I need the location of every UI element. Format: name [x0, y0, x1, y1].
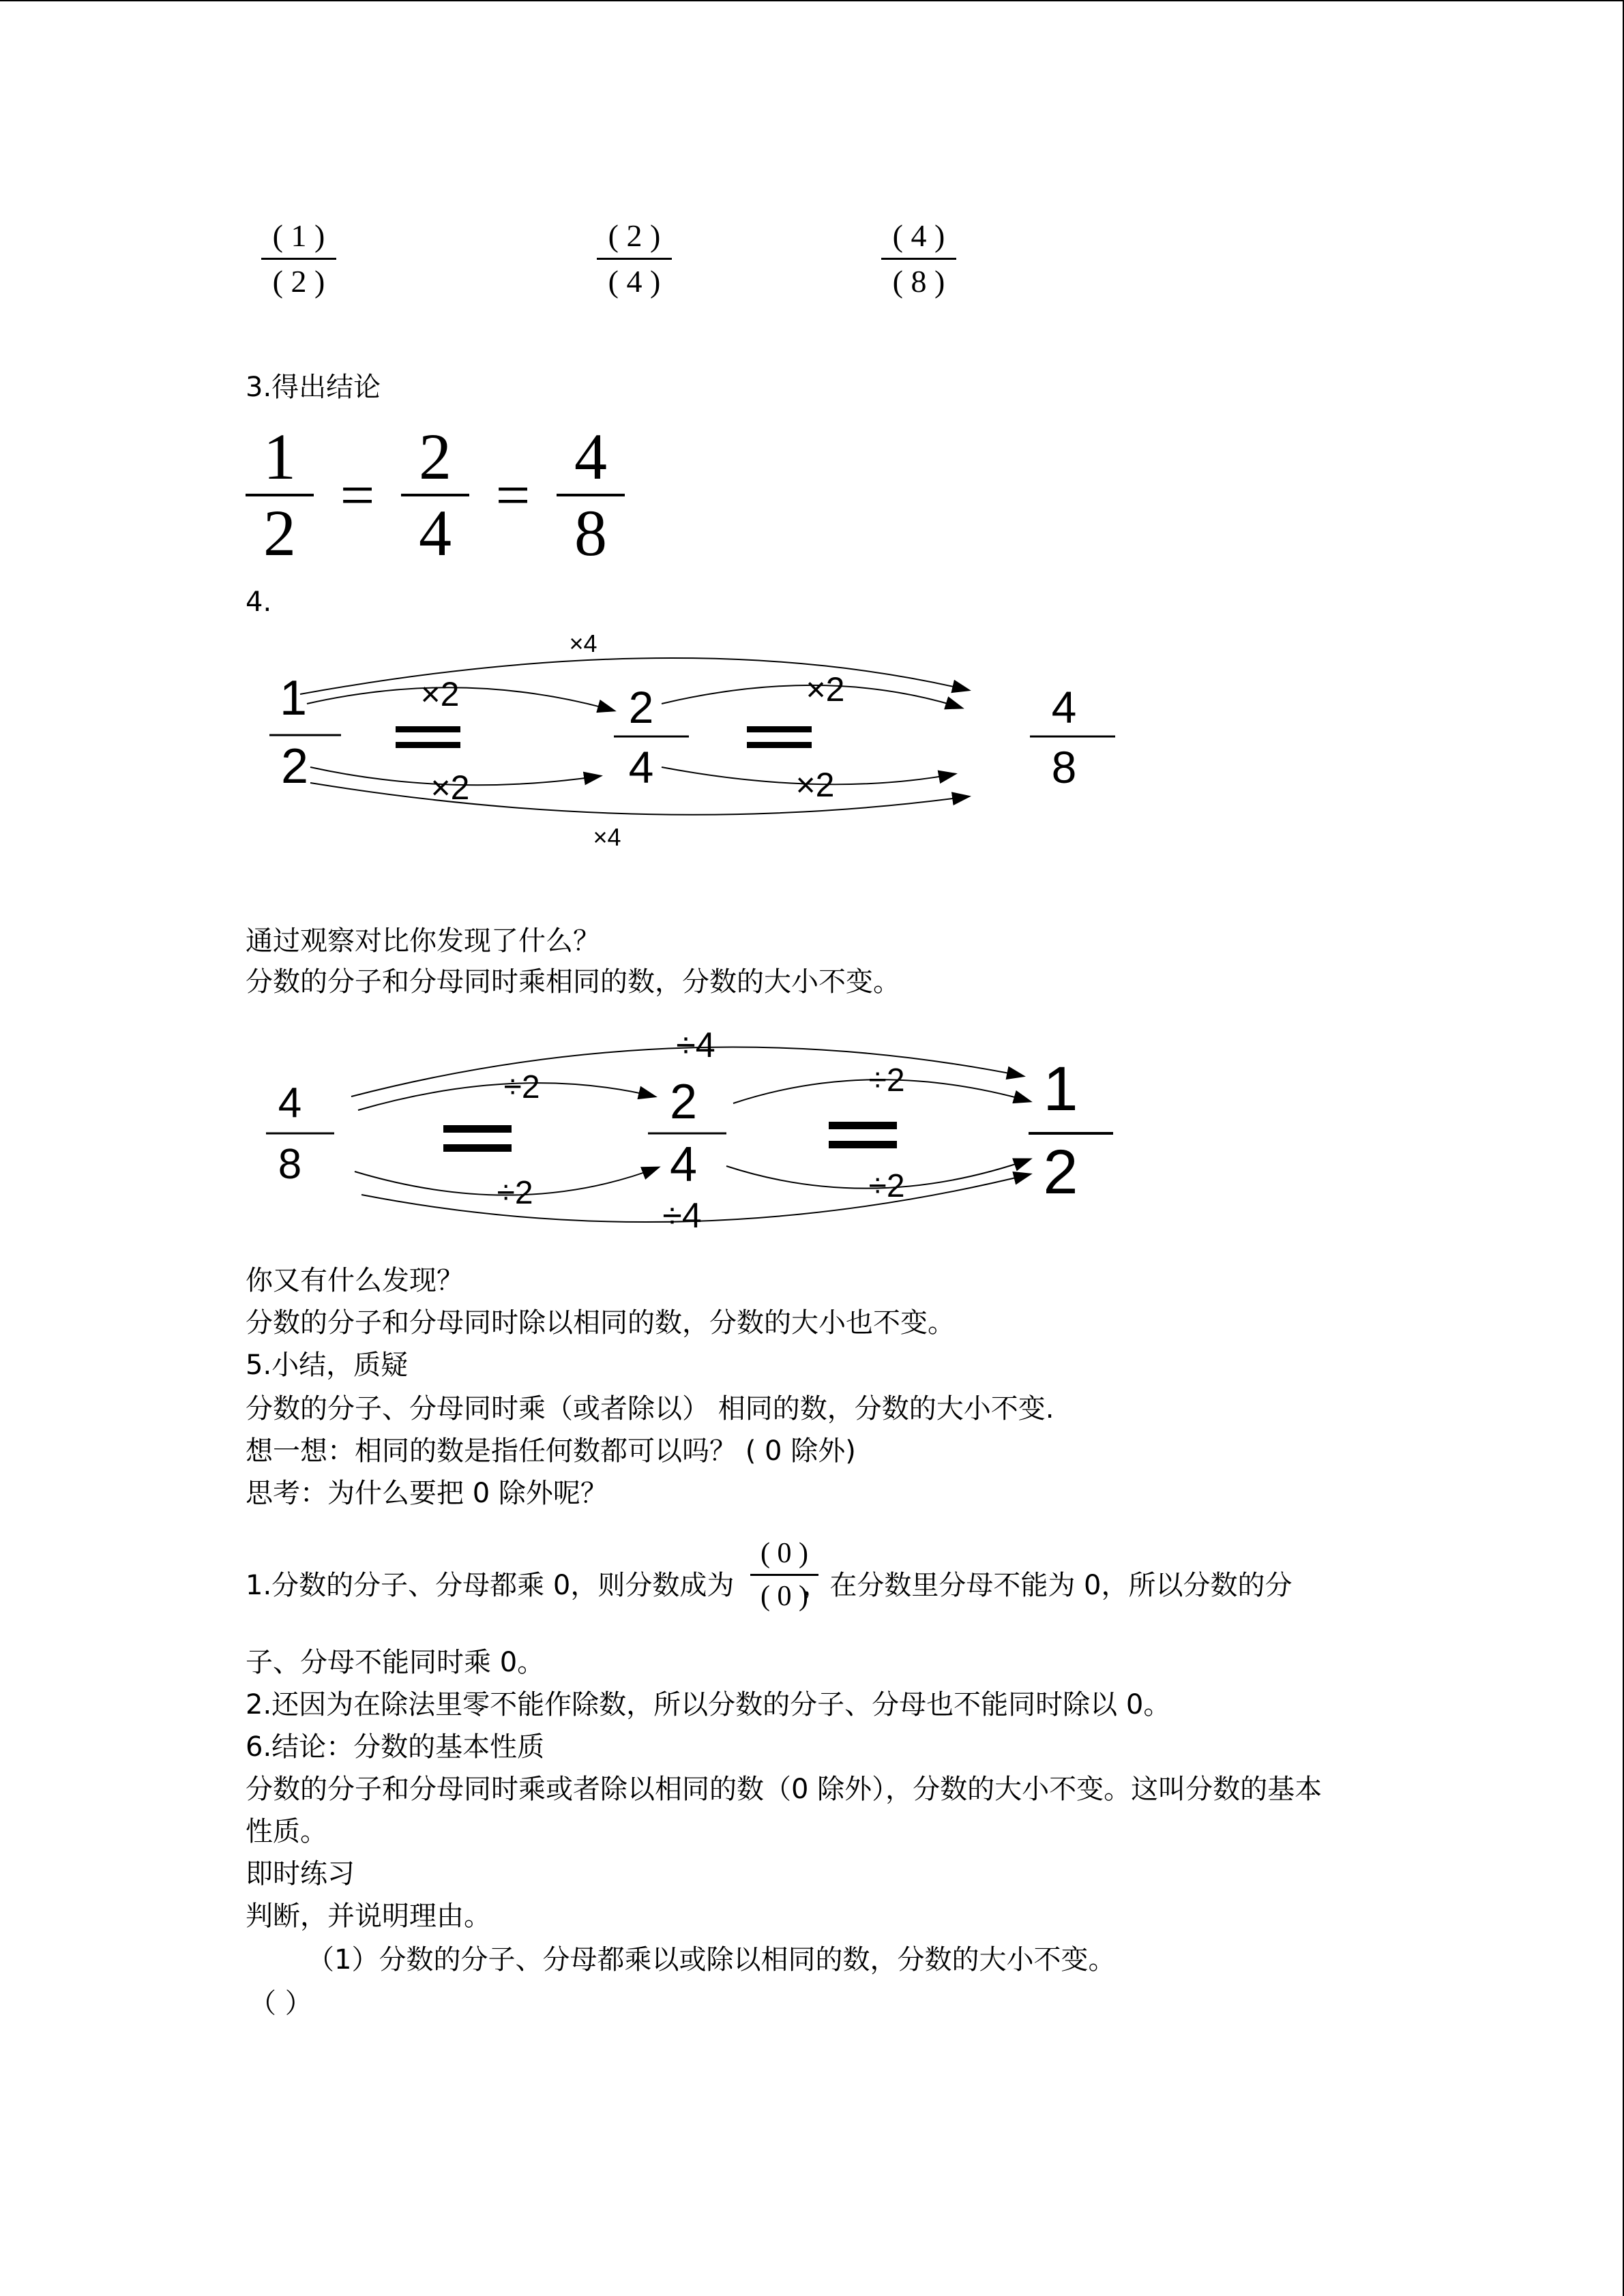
- mult-equals-1b: [396, 742, 460, 748]
- div-frac-3-den: 2: [1043, 1137, 1078, 1207]
- mult-frac-1-num: 1: [279, 671, 308, 726]
- label-d2-bot-b: ÷2: [868, 1168, 905, 1204]
- fraction-denominator: ( 0 ): [761, 1581, 808, 1612]
- answer-1: 分数的分子和分母同时乘相同的数，分数的大小不变。: [246, 966, 900, 998]
- step5-line-1: 分数的分子、分母同时乘（或者除以） 相同的数，分数的大小不变.: [246, 1393, 1054, 1425]
- fraction-bar: [597, 258, 672, 260]
- label-x4-bot: ×4: [593, 823, 621, 851]
- top-fraction-3: [881, 215, 956, 302]
- mult-frac-3-num: 4: [1051, 682, 1077, 732]
- mult-frac-2-den: 4: [628, 742, 654, 792]
- div-frac-1-den: 8: [278, 1141, 302, 1188]
- div-equals-2: [829, 1122, 897, 1129]
- div-frac-1-num: 4: [278, 1079, 302, 1127]
- label-x4-top: ×4: [569, 629, 597, 657]
- label-x2-top-a: ×2: [420, 675, 460, 713]
- reason-1-after: ，在分数里分母不能为 0，所以分数的分: [802, 1570, 1293, 1601]
- answer-2: 分数的分子和分母同时除以相同的数，分数的大小也不变。: [246, 1307, 955, 1339]
- reason-1-fraction: [750, 1534, 818, 1615]
- fraction-denominator: ( 4 ): [608, 264, 661, 299]
- fraction-bar: [261, 258, 336, 260]
- fraction-numerator: 2: [419, 420, 452, 493]
- multiply-diagram: [246, 627, 1146, 873]
- top-fraction-1: [261, 215, 336, 302]
- fraction-bar: [881, 258, 956, 260]
- step3-title: 3.得出结论: [246, 372, 381, 403]
- question-1: 通过观察对比你发现了什么？: [246, 925, 600, 957]
- label-d2-top-b: ÷2: [868, 1062, 905, 1099]
- reason-1-continued: 子、分母不能同时乘 0。: [246, 1647, 545, 1678]
- step5-line-2: 想一想：相同的数是指任何数都可以吗？ ( 0 除外): [246, 1435, 856, 1467]
- fraction-numerator: ( 1 ): [272, 218, 325, 253]
- step5-title: 5.小结，质疑: [246, 1350, 409, 1381]
- step4-label: 4.: [246, 586, 272, 618]
- top-fraction-2: [597, 215, 672, 302]
- arrow-top-x2-a: [307, 687, 614, 711]
- label-x2-bot-a: ×2: [430, 769, 470, 807]
- fraction-denominator: ( 8 ): [892, 264, 945, 299]
- reason-2: 2.还因为在除法里零不能作除数，所以分数的分子、分母也不能同时除以 0。: [246, 1689, 1171, 1720]
- fraction-denominator: ( 2 ): [272, 264, 325, 299]
- step6-line-2: 性质。: [246, 1816, 327, 1847]
- fraction-numerator: 4: [574, 420, 607, 493]
- equals-sign: =: [340, 461, 375, 529]
- div-equals-1: [443, 1125, 512, 1133]
- mult-equals-2b: [747, 742, 812, 748]
- equals-sign: =: [495, 461, 531, 529]
- mult-frac-1-den: 2: [280, 739, 309, 794]
- div-equals-2b: [829, 1141, 897, 1148]
- div-frac-2-den: 4: [669, 1137, 698, 1192]
- fraction-denominator: 8: [574, 496, 607, 569]
- mult-equals-2: [747, 726, 812, 732]
- step6-line-1: 分数的分子和分母同时乘或者除以相同的数（0 除外），分数的大小不变。这叫分数的基本: [246, 1774, 1323, 1805]
- label-d4-top: ÷4: [676, 1026, 715, 1065]
- mult-equals-1: [396, 726, 460, 732]
- fraction-numerator: ( 0 ): [761, 1538, 808, 1569]
- practice-answer-blank: （ ）: [249, 1988, 312, 2019]
- step5-line-3: 思考：为什么要把 0 除外呢？: [246, 1478, 608, 1509]
- step6-title: 6.结论：分数的基本性质: [246, 1731, 545, 1763]
- div-frac-2-num: 2: [669, 1075, 698, 1129]
- practice-title: 即时练习: [246, 1858, 355, 1890]
- fraction-numerator: ( 2 ): [608, 218, 661, 253]
- fraction-bar: [750, 1574, 818, 1576]
- fraction-denominator: 2: [263, 496, 296, 569]
- label-x2-top-b: ×2: [806, 670, 845, 709]
- label-x2-bot-b: ×2: [795, 766, 835, 804]
- mult-frac-2-num: 2: [628, 682, 654, 732]
- eq-fraction-2: [401, 420, 469, 569]
- eq-fraction-1: [246, 420, 314, 569]
- fraction-numerator: 1: [263, 420, 296, 493]
- practice-instruction: 判断，并说明理由。: [246, 1900, 491, 1932]
- fraction-denominator: 4: [419, 496, 452, 569]
- reason-1-before: 1.分数的分子、分母都乘 0，则分数成为: [246, 1570, 735, 1601]
- practice-item-1: （1）分数的分子、分母都乘以或除以相同的数，分数的大小不变。: [307, 1944, 1116, 1976]
- div-frac-3-num: 1: [1043, 1054, 1078, 1124]
- label-d2-bot-a: ÷2: [497, 1175, 533, 1211]
- label-d2-top-a: ÷2: [503, 1069, 540, 1105]
- eq-fraction-3: [557, 420, 625, 569]
- mult-frac-3-den: 8: [1051, 742, 1077, 792]
- question-2: 你又有什么发现？: [246, 1265, 464, 1296]
- fraction-numerator: ( 4 ): [892, 218, 945, 253]
- div-equals-1b: [443, 1144, 512, 1152]
- divide-diagram: [246, 1023, 1146, 1255]
- label-d4-bot: ÷4: [662, 1196, 702, 1236]
- conclusion-equation: [246, 420, 625, 569]
